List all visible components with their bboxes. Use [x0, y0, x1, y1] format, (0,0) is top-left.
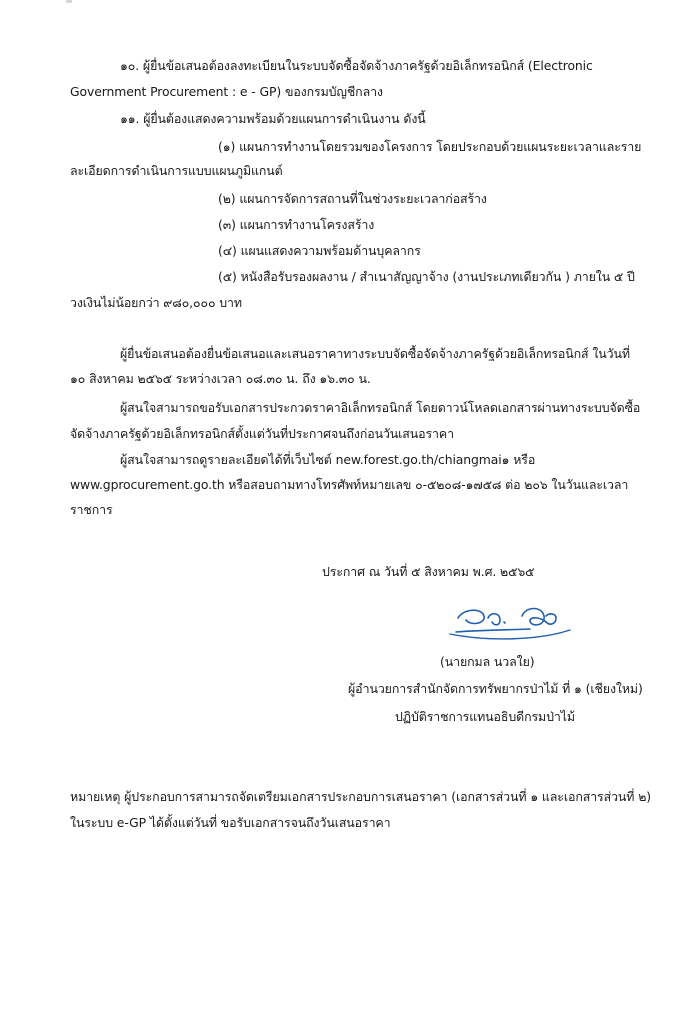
item11-sub2: (๒) แผนการจัดการสถานที่ในช่วงระยะเวลาก่อสร้าง: [218, 191, 487, 206]
item11-sub5-line2: วงเงินไม่น้อยกว่า ๙๘๐,๐๐๐ บาท: [70, 295, 242, 310]
scan-mark: [66, 0, 72, 3]
item11-heading: ๑๑. ผู้ยื่นต้องแสดงความพร้อมด้วยแผนการดำเนินงาน ดังนี้: [120, 111, 426, 126]
contact-line1: ผู้สนใจสามารถดูรายละเอียดได้ที่เว็บไซต์ new.forest.go.th/chiangmai๑ หรือ: [120, 452, 536, 467]
announce-date: ประกาศ ณ วันที่ ๕ สิงหาคม พ.ศ. ๒๕๖๕: [322, 564, 535, 579]
note-line1: หมายเหตุ ผู้ประกอบการสามารถจัดเตรียมเอกสารประกอบการเสนอราคา (เอกสารส่วนที่ ๑ และเอกสารส่วนที่ ๒): [70, 789, 652, 804]
submission-line1: ผู้ยื่นข้อเสนอต้องยื่นข้อเสนอและเสนอราคาทางระบบจัดซื้อจัดจ้างภาครัฐด้วยอิเล็กทรอนิกส์ ในวันที่: [120, 346, 630, 361]
note-line2: ในระบบ e-GP ได้ตั้งแต่วันที่ ขอรับเอกสารจนถึงวันเสนอราคา: [70, 815, 391, 830]
item11-sub1-line2: ละเอียดการดำเนินการแบบแผนภูมิแกนต์: [70, 163, 283, 178]
item11-sub4: (๔) แผนแสดงความพร้อมด้านบุคลากร: [218, 243, 421, 258]
contact-line3: ราชการ: [70, 502, 113, 517]
item10-line1: ๑๐. ผู้ยื่นข้อเสนอต้องลงทะเบียนในระบบจัดซื้อจัดจ้างภาครัฐด้วยอิเล็กทรอนิกส์ (Electronic: [120, 58, 593, 73]
item11-sub3: (๓) แผนการทำงานโครงสร้าง: [218, 217, 375, 232]
submission-line2: ๑๐ สิงหาคม ๒๕๖๕ ระหว่างเวลา ๐๘.๓๐ น. ถึง ๑๖.๓๐ น.: [70, 371, 371, 386]
contact-line2: www.gprocurement.go.th หรือสอบถามทางโทรศัพท์หมายเลข ๐-๕๒๐๘-๑๗๕๘ ต่อ ๒๐๖ ในวันและเวลา: [70, 477, 629, 492]
signature: [430, 596, 580, 648]
download-line2: จัดจ้างภาครัฐด้วยอิเล็กทรอนิกส์ตั้งแต่วันที่ประกาศจนถึงก่อนวันเสนอราคา: [70, 426, 454, 441]
item11-sub5-line1: (๕) หนังสือรับรองผลงาน / สำเนาสัญญาจ้าง (งานประเภทเดียวกัน ) ภายใน ๕ ปี: [218, 269, 635, 284]
item10-line2: Government Procurement : e - GP) ของกรมบัญชีกลาง: [70, 84, 383, 99]
signatory-name: (นายกมล นวลใย): [440, 654, 535, 669]
item11-sub1-line1: (๑) แผนการทำงานโดยรวมของโครงการ โดยประกอบด้วยแผนระยะเวลาและราย: [218, 139, 642, 154]
download-line1: ผู้สนใจสามารถขอรับเอกสารประกวดราคาอิเล็กทรอนิกส์ โดยดาวน์โหลดเอกสารผ่านทางระบบจัดซื้อ: [120, 400, 641, 415]
signatory-acting: ปฏิบัติราชการแทนอธิบดีกรมป่าไม้: [395, 709, 575, 724]
signatory-title: ผู้อำนวยการสำนักจัดการทรัพยากรป่าไม้ ที่ ๑ (เชียงใหม่): [348, 681, 643, 696]
